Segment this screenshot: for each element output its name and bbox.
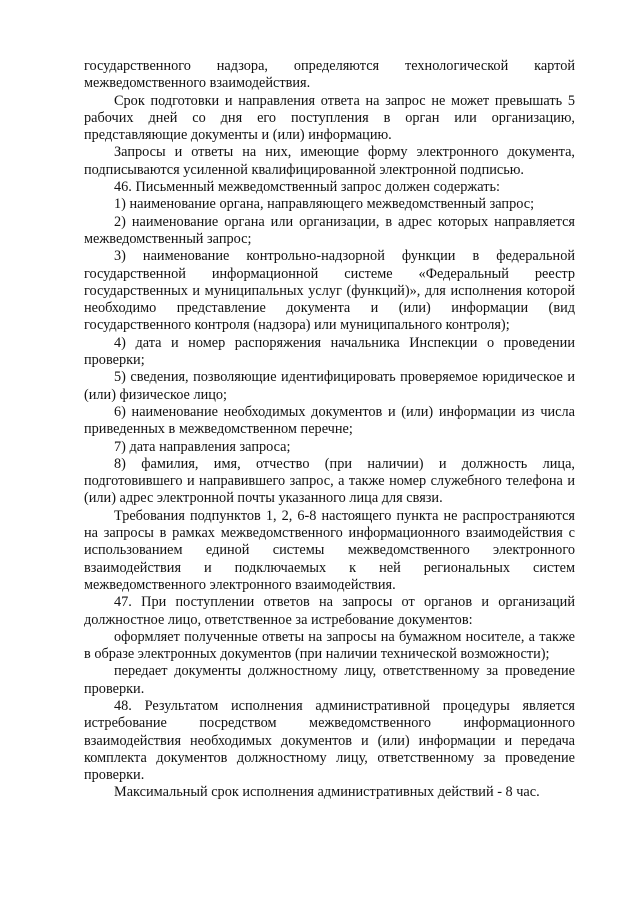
list-item-4: 4) дата и номер распоряжения начальника Инспекции о проведении проверки;: [84, 334, 575, 369]
paragraph-item-47-action-2: передает документы должностному лицу, ответственному за проведение проверки.: [84, 663, 575, 697]
paragraph-requirements-note: Требования подпунктов 1, 2, 6-8 настоящего пункта не распространяются на запросы в рамках межведомственного информационного взаимодействия с использованием единой системы межведомственного электронного взаимодействия и подключаемых к ней региональных систем межведомственного электронного взаимодействия.: [84, 507, 575, 593]
paragraph-item-48: 48. Результатом исполнения административной процедуры является истребование посредством межведомственного информационного взаимодействия необходимых документов и (или) информации и передача комплекта документов должностному лицу, ответственному за проведение проверки.: [84, 697, 575, 784]
paragraph-item-47-action-1: оформляет полученные ответы на запросы на бумажном носителе, а также в образе электронных документов (при наличии технической возможности);: [84, 628, 575, 663]
paragraph-item-46: 46. Письменный межведомственный запрос должен содержать:: [114, 179, 500, 196]
paragraph-electronic-signature: Запросы и ответы на них, имеющие форму электронного документа, подписываются усиленной квалифицированной электронной подписью.: [84, 144, 575, 178]
list-item-2: 2) наименование органа или организации, в адрес которых направляется межведомственный запрос;: [84, 213, 575, 247]
paragraph-response-deadline: Срок подготовки и направления ответа на запрос не может превышать 5 рабочих дней со дня его поступления в орган или организацию, представляющие документы и (или) информацию.: [84, 92, 575, 144]
list-item-7: 7) дата направления запроса;: [114, 438, 291, 455]
paragraph-continuation: государственного надзора, определяются технологической картой межведомственного взаимодействия.: [84, 58, 575, 92]
document-page: [84, 58, 575, 802]
paragraph-max-duration: Максимальный срок исполнения административных действий - 8 час.: [114, 784, 540, 801]
list-item-5: 5) сведения, позволяющие идентифицировать проверяемое юридическое и (или) физическое лицо;: [84, 369, 575, 403]
list-item-1: 1) наименование органа, направляющего межведомственный запрос;: [114, 196, 535, 213]
list-item-3: 3) наименование контрольно-надзорной функции в федеральной государственной информационной системе «Федеральный реестр государственных и муниципальных услуг (функций)», для исполнения которой необходимо представление документа и (или) информации (вид государственного контроля (надзора) или муниципального контроля);: [84, 248, 575, 334]
list-item-6: 6) наименование необходимых документов и (или) информации из числа приведенных в межведомственном перечне;: [84, 403, 575, 438]
paragraph-item-47: 47. При поступлении ответов на запросы от органов и организаций должностное лицо, ответственное за истребование документов:: [84, 594, 575, 628]
list-item-8: 8) фамилия, имя, отчество (при наличии) и должность лица, подготовившего и направившего запрос, а также номер служебного телефона и (или) адрес электронной почты указанного лица для связи.: [84, 455, 575, 507]
